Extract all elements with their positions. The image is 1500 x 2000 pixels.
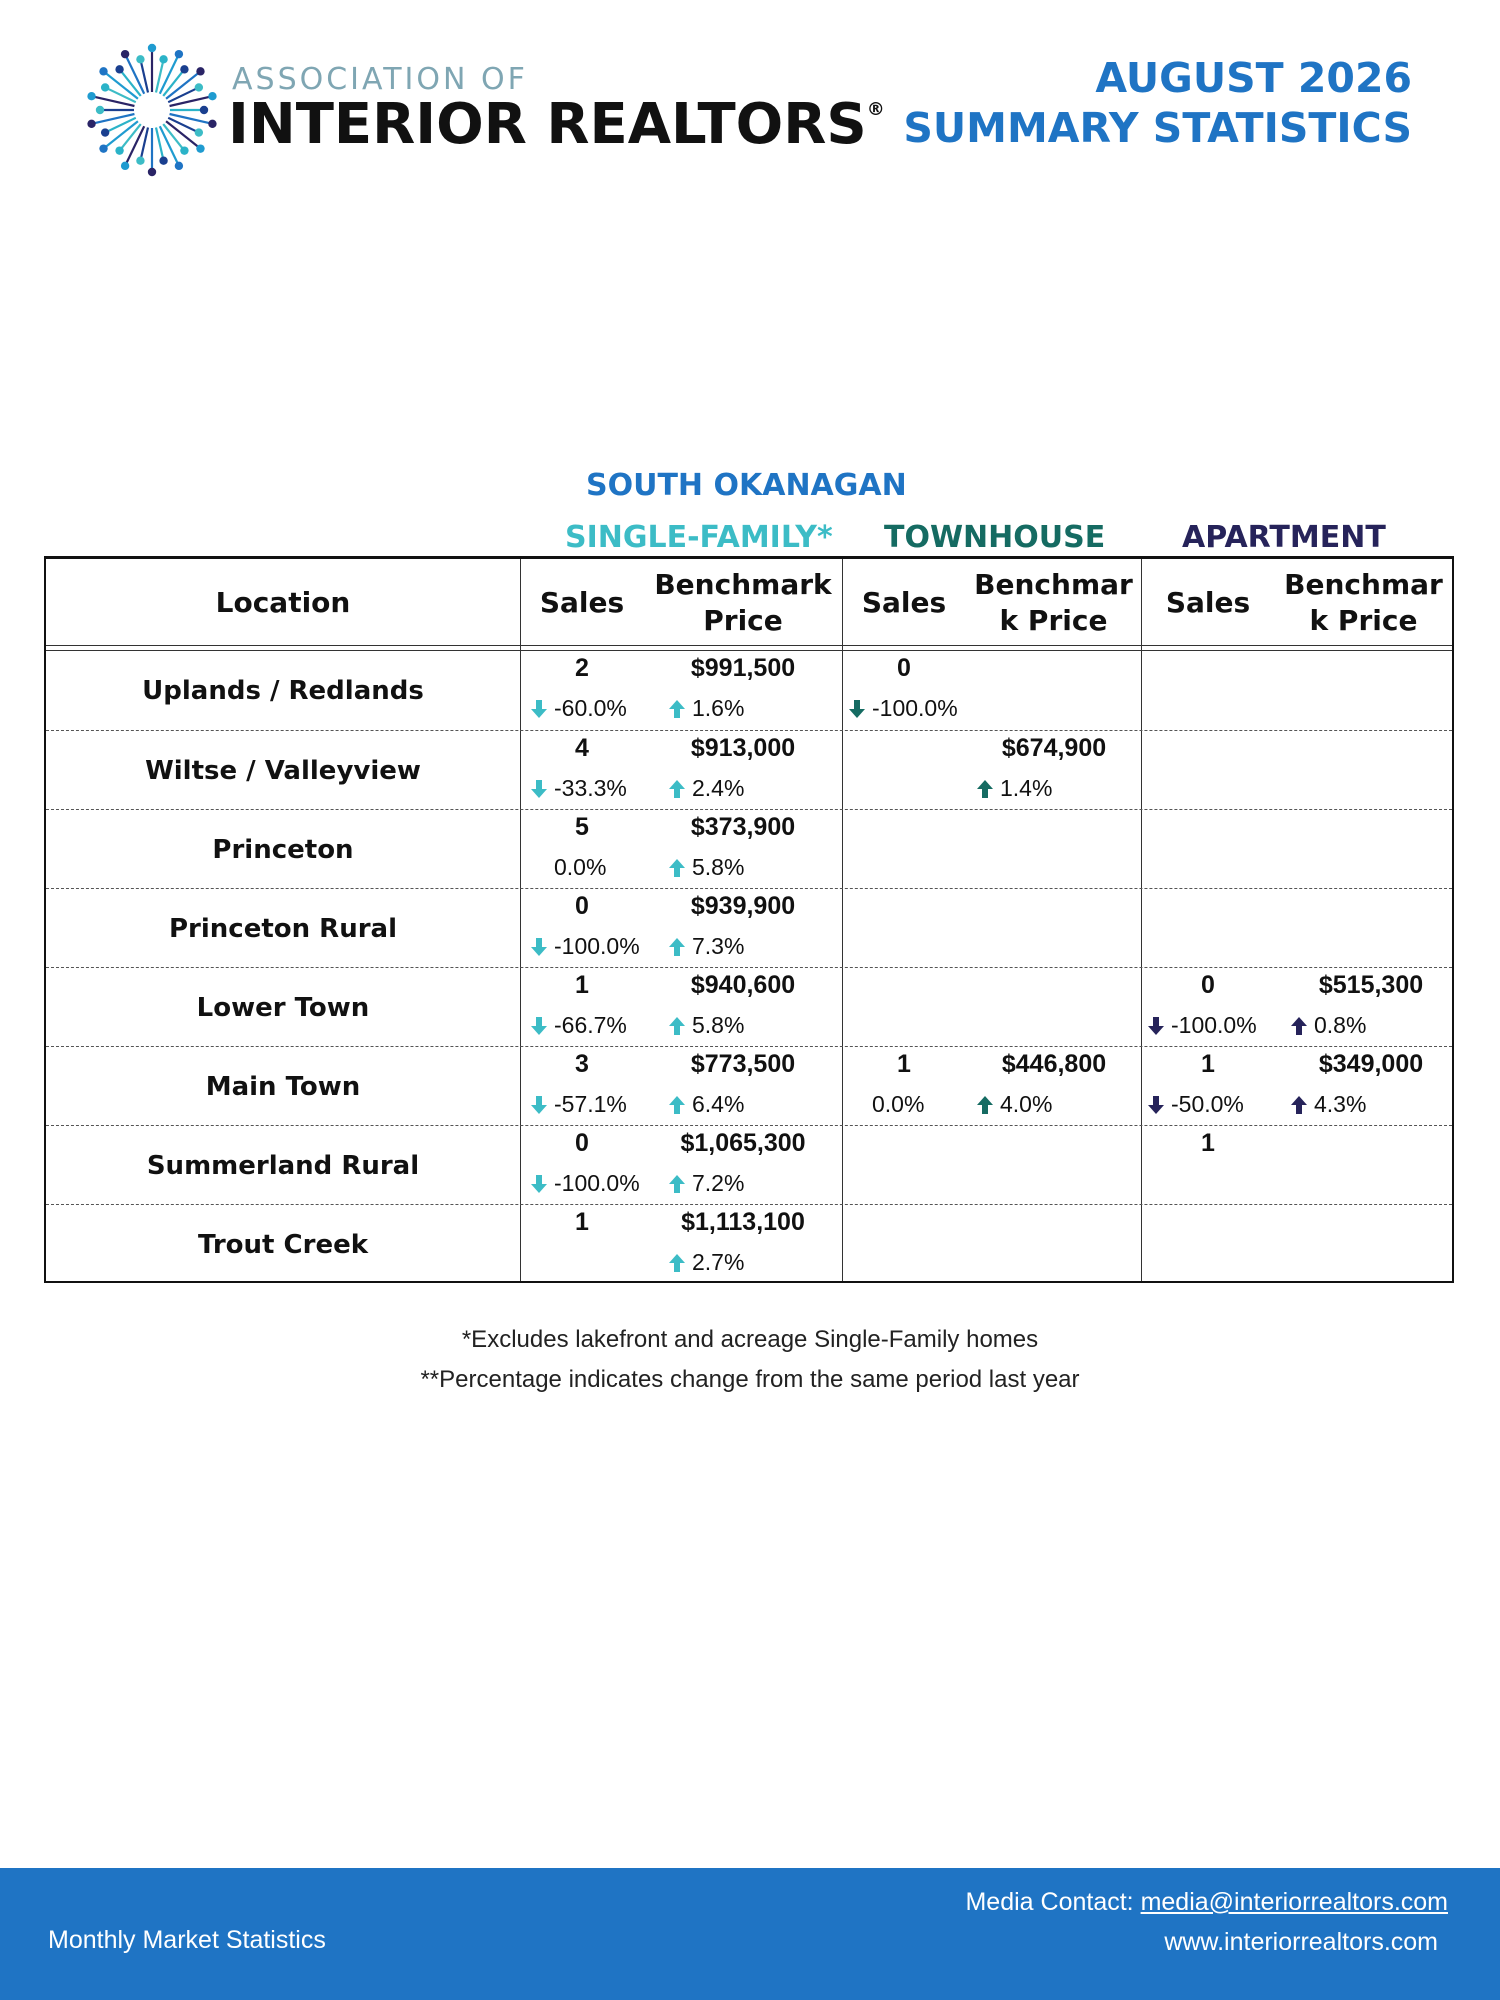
logo-dot: [101, 83, 109, 91]
th-sales-value: 1: [897, 1050, 911, 1078]
sf-sales-change-value: -33.3%: [554, 775, 627, 801]
table-row: [46, 1125, 1452, 1205]
th-sales-change-value: 0.0%: [872, 1091, 925, 1117]
sf-price-change: [668, 933, 744, 960]
sf-benchmark-price: $940,600: [690, 971, 796, 999]
arrow-up-icon: [668, 1174, 686, 1194]
sf-sales-change: [530, 1012, 627, 1039]
th-price-change-value: 4.0%: [1000, 1091, 1053, 1117]
col-header-th-sales: Sales: [861, 586, 947, 619]
sf-price-change-value: 7.3%: [692, 933, 745, 959]
location-name: Summerland Rural: [146, 1150, 420, 1181]
sf-sales-change-value: -100.0%: [554, 1170, 640, 1196]
location-name: Lower Town: [196, 992, 370, 1023]
table-row: [46, 651, 1452, 730]
sf-sales-change: [530, 933, 640, 960]
ap-sales-change-value: -50.0%: [1171, 1091, 1244, 1117]
sf-benchmark-price: $939,900: [690, 892, 796, 920]
arrow-down-icon: [1147, 1095, 1165, 1115]
sf-price-change-value: 2.4%: [692, 775, 745, 801]
th-benchmark-price: $446,800: [1001, 1050, 1107, 1078]
logo-dot: [136, 156, 144, 164]
logo-mark: [82, 40, 222, 180]
logo-dot: [121, 162, 129, 170]
sf-sales-change: [530, 1091, 627, 1118]
logo-dot: [208, 120, 216, 128]
th-benchmark-price: $674,900: [1001, 734, 1107, 762]
arrow-up-icon: [976, 779, 994, 799]
footer-label: Monthly Market Statistics: [48, 1926, 326, 1954]
location-name: Uplands / Redlands: [142, 675, 424, 706]
logo-dot: [99, 144, 107, 152]
col-header-th-price: Benchmar k Price: [974, 568, 1133, 637]
col-header-ap-sales: Sales: [1165, 586, 1251, 619]
arrow-up-icon: [668, 1095, 686, 1115]
th-sales-value: 0: [897, 654, 911, 682]
sf-benchmark-price: $1,113,100: [681, 1208, 805, 1236]
sf-sales-value: 2: [575, 654, 589, 682]
table-row: [46, 809, 1452, 889]
website-link[interactable]: www.interiorrealtors.com: [1164, 1928, 1438, 1956]
arrow-down-icon: [530, 937, 548, 957]
logo-dot: [148, 44, 156, 52]
table-row: [46, 1046, 1452, 1126]
statistics-table: [44, 556, 1454, 1283]
ap-sales-value: 1: [1201, 1129, 1215, 1157]
sf-sales-change: [530, 1170, 640, 1197]
logo-dot: [115, 146, 123, 154]
ap-sales-change: [1147, 1091, 1244, 1118]
sf-sales-value: 0: [575, 1129, 589, 1157]
arrow-up-icon: [976, 1095, 994, 1115]
report-month-title: AUGUST 2026: [1095, 54, 1412, 102]
sf-benchmark-price: $373,900: [690, 813, 796, 841]
location-name: Trout Creek: [197, 1229, 368, 1260]
ap-price-change: [1290, 1012, 1366, 1039]
sf-price-change: [668, 1170, 744, 1197]
col-header-sf-sales: Sales: [539, 586, 625, 619]
logo-dot: [200, 106, 208, 114]
sf-benchmark-price: $913,000: [690, 734, 796, 762]
arrow-down-icon: [530, 1095, 548, 1115]
sf-sales-change: [554, 854, 606, 881]
arrow-down-icon: [1147, 1016, 1165, 1036]
logo-dot: [180, 65, 188, 73]
logo-dot: [175, 50, 183, 58]
report-subtitle: SUMMARY STATISTICS: [903, 104, 1412, 152]
table-row: [46, 888, 1452, 968]
sf-sales-change-value: -66.7%: [554, 1012, 627, 1038]
logo-dot: [148, 168, 156, 176]
group-townhouse: TOWNHOUSE: [884, 520, 1106, 555]
th-sales-change: [872, 1091, 924, 1118]
logo-dot: [208, 92, 216, 100]
sf-price-change-value: 1.6%: [692, 695, 745, 721]
sf-sales-change-value: 0.0%: [554, 854, 607, 880]
table-row: [46, 730, 1452, 810]
arrow-down-icon: [530, 1174, 548, 1194]
sf-sales-value: 4: [575, 734, 589, 762]
logo-dot: [159, 55, 167, 63]
location-name: Wiltse / Valleyview: [145, 755, 421, 786]
logo-dot: [175, 162, 183, 170]
sf-sales-value: 5: [575, 813, 589, 841]
group-apartment: APARTMENT: [1182, 520, 1386, 555]
sf-price-change-value: 7.2%: [692, 1170, 745, 1196]
logo-dot: [136, 55, 144, 63]
th-price-change: [976, 775, 1052, 802]
table-row: [46, 967, 1452, 1047]
sf-price-change: [668, 1249, 744, 1276]
sf-price-change: [668, 854, 744, 881]
sf-price-change-value: 2.7%: [692, 1249, 745, 1275]
logo-dot: [87, 120, 95, 128]
group-single-family: SINGLE-FAMILY*: [565, 520, 833, 555]
sf-sales-change: [530, 775, 627, 802]
sf-price-change: [668, 695, 744, 722]
ap-price-change-value: 0.8%: [1314, 1012, 1367, 1038]
logo-dot: [101, 128, 109, 136]
logo-org-main: INTERIOR REALTORS®: [228, 92, 885, 157]
th-price-change-value: 1.4%: [1000, 775, 1053, 801]
logo-dot: [87, 92, 95, 100]
sf-price-change-value: 6.4%: [692, 1091, 745, 1117]
logo-dot: [96, 106, 104, 114]
arrow-down-icon: [530, 1016, 548, 1036]
sf-sales-change: [530, 695, 627, 722]
footer-band: [0, 1868, 1500, 2000]
arrow-down-icon: [530, 699, 548, 719]
sf-price-change: [668, 1012, 744, 1039]
arrow-up-icon: [668, 1016, 686, 1036]
logo-dot: [159, 156, 167, 164]
ap-benchmark-price: $515,300: [1318, 971, 1424, 999]
arrow-up-icon: [1290, 1016, 1308, 1036]
ap-sales-change: [1147, 1012, 1257, 1039]
th-sales-change: [848, 695, 958, 722]
location-name: Princeton Rural: [168, 913, 397, 944]
logo-dot: [196, 67, 204, 75]
logo-dot: [121, 50, 129, 58]
ap-sales-value: 1: [1201, 1050, 1215, 1078]
media-contact: [965, 1888, 1448, 1917]
col-header-location: Location: [215, 586, 351, 619]
table-row: [46, 1204, 1452, 1284]
media-email-link[interactable]: media@interiorrealtors.com: [1140, 1888, 1448, 1916]
arrow-down-icon: [530, 779, 548, 799]
sf-price-change: [668, 775, 744, 802]
arrow-up-icon: [668, 779, 686, 799]
sf-benchmark-price: $991,500: [690, 654, 796, 682]
ap-sales-change-value: -100.0%: [1171, 1012, 1257, 1038]
logo-dot: [99, 67, 107, 75]
footnote-percentage: **Percentage indicates change from the same period last year: [420, 1366, 1080, 1393]
arrow-up-icon: [668, 699, 686, 719]
sf-price-change-value: 5.8%: [692, 1012, 745, 1038]
arrow-up-icon: [668, 1253, 686, 1273]
sf-sales-change-value: -100.0%: [554, 933, 640, 959]
logo-dot: [180, 146, 188, 154]
arrow-up-icon: [668, 858, 686, 878]
ap-price-change: [1290, 1091, 1366, 1118]
arrow-down-icon: [848, 699, 866, 719]
logo-dot: [196, 144, 204, 152]
ap-benchmark-price: $349,000: [1318, 1050, 1424, 1078]
sf-sales-change-value: -57.1%: [554, 1091, 627, 1117]
sf-sales-value: 0: [575, 892, 589, 920]
arrow-up-icon: [668, 937, 686, 957]
sf-sales-change-value: -60.0%: [554, 695, 627, 721]
footnote-exclusions: *Excludes lakefront and acreage Single-Family homes: [461, 1326, 1039, 1353]
logo-dot: [115, 65, 123, 73]
region-title: SOUTH OKANAGAN: [586, 468, 907, 503]
location-name: Princeton: [212, 834, 354, 865]
logo-org-top: ASSOCIATION OF: [232, 62, 528, 97]
sf-price-change: [668, 1091, 744, 1118]
sf-sales-value: 3: [575, 1050, 589, 1078]
sf-benchmark-price: $1,065,300: [680, 1129, 806, 1157]
sf-price-change-value: 5.8%: [692, 854, 745, 880]
logo-dot: [195, 83, 203, 91]
th-price-change: [976, 1091, 1052, 1118]
media-contact-label: Media Contact:: [965, 1888, 1141, 1916]
sf-sales-value: 1: [575, 1208, 589, 1236]
arrow-up-icon: [1290, 1095, 1308, 1115]
sf-benchmark-price: $773,500: [690, 1050, 796, 1078]
th-sales-change-value: -100.0%: [872, 695, 958, 721]
sf-sales-value: 1: [575, 971, 589, 999]
col-header-ap-price: Benchmar k Price: [1284, 568, 1443, 637]
location-name: Main Town: [205, 1071, 361, 1102]
logo-dot: [195, 128, 203, 136]
ap-price-change-value: 4.3%: [1314, 1091, 1367, 1117]
col-header-sf-price: Benchmark Price: [654, 568, 832, 637]
ap-sales-value: 0: [1201, 971, 1215, 999]
